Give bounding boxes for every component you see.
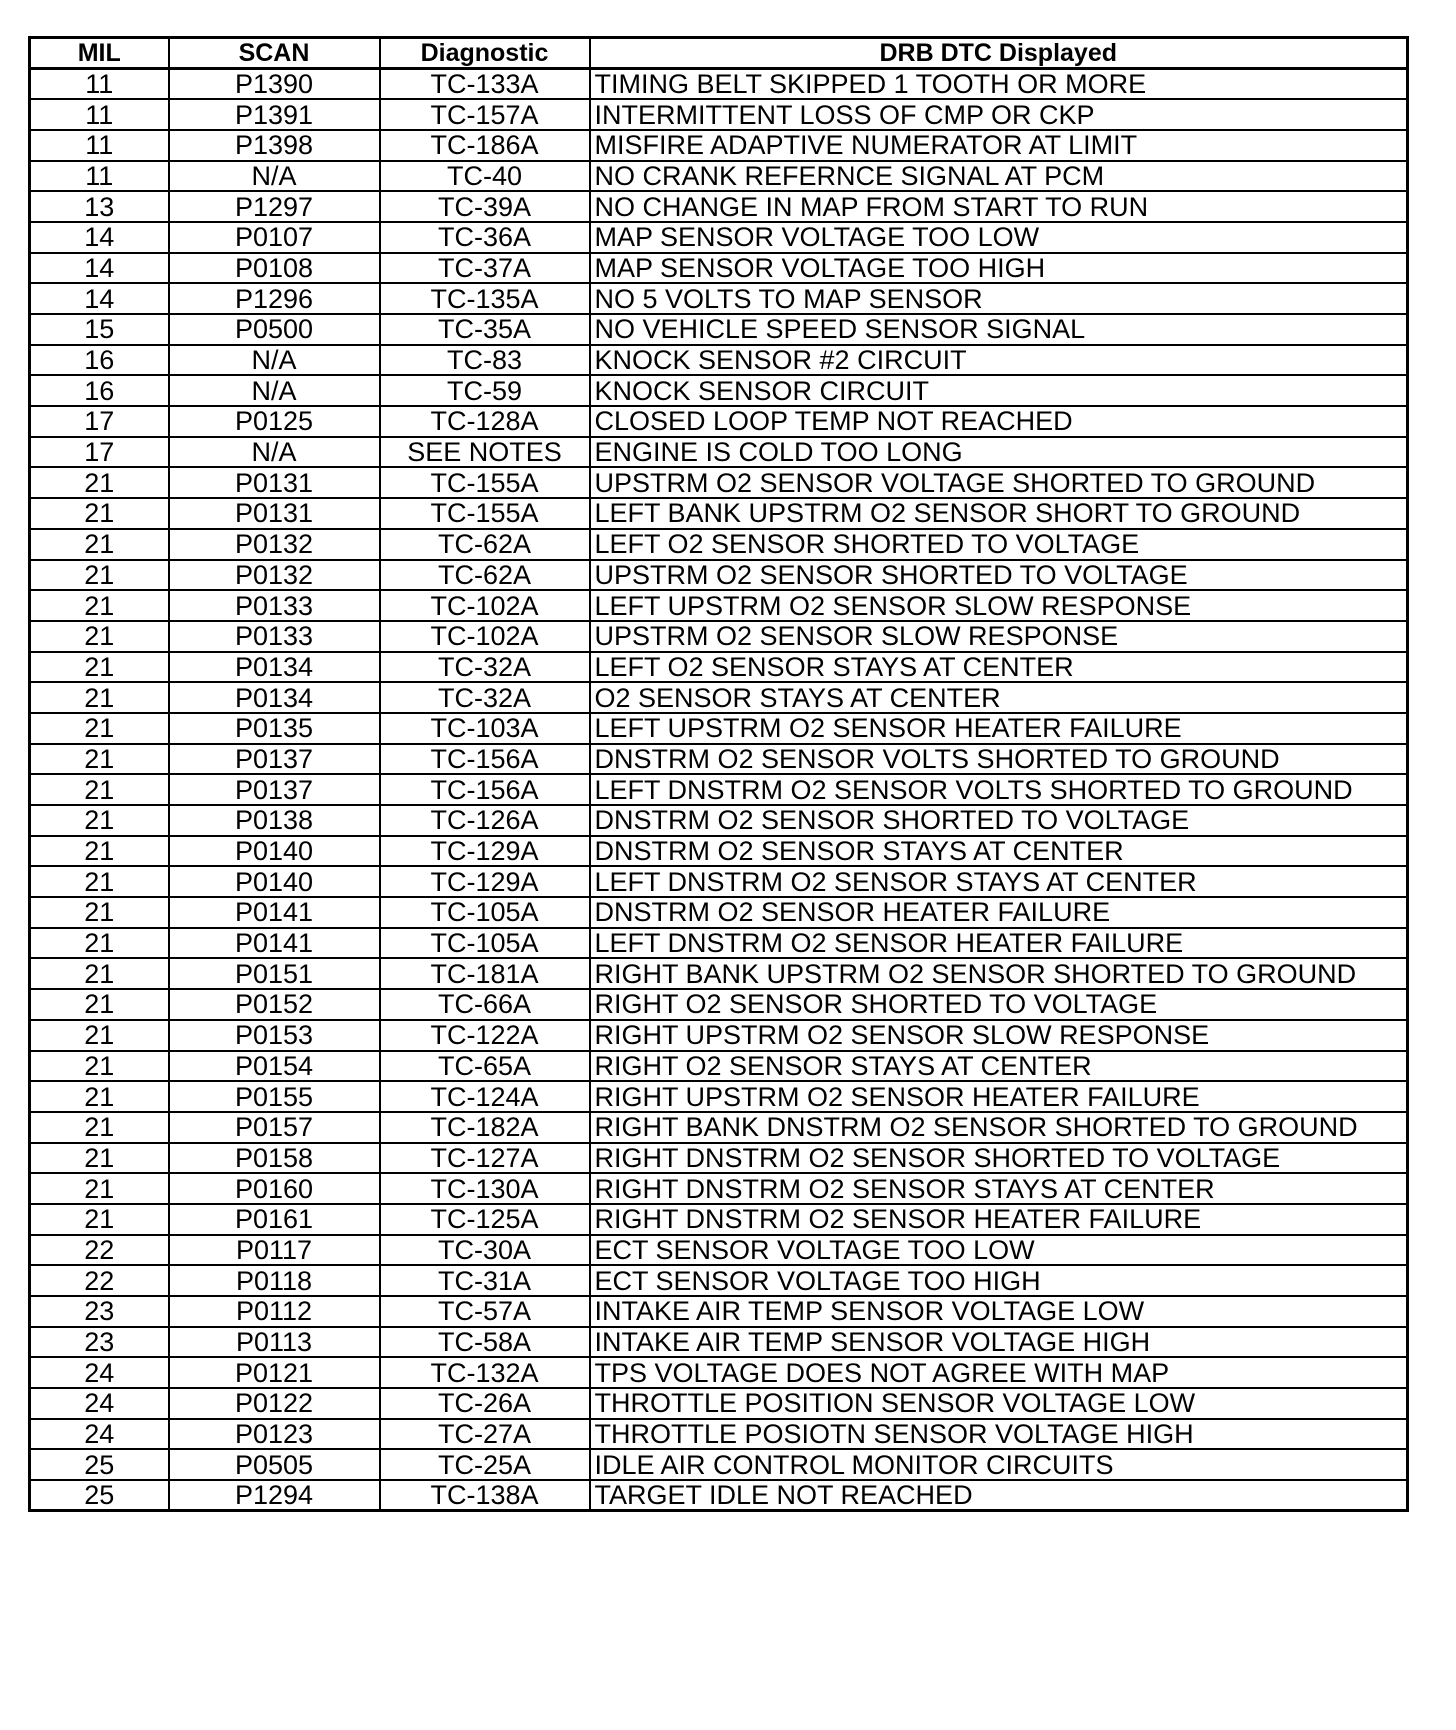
scan-cell: P1294 [169,1480,380,1511]
scan-cell: P0134 [169,652,380,683]
diagnostic-cell: TC-40 [380,161,590,192]
mil-cell: 16 [30,375,169,406]
mil-cell: 21 [30,866,169,897]
description-cell: UPSTRM O2 SENSOR SHORTED TO VOLTAGE [590,560,1408,591]
table-row [30,222,1408,253]
mil-cell: 21 [30,1020,169,1051]
diagnostic-cell: TC-27A [380,1419,590,1450]
description-cell: TPS VOLTAGE DOES NOT AGREE WITH MAP [590,1357,1408,1388]
mil-cell: 17 [30,437,169,468]
mil-cell: 21 [30,958,169,989]
description-cell: KNOCK SENSOR CIRCUIT [590,375,1408,406]
diagnostic-cell: TC-37A [380,253,590,284]
scan-cell: P0137 [169,744,380,775]
description-cell: LEFT UPSTRM O2 SENSOR SLOW RESPONSE [590,590,1408,621]
table-body [30,69,1408,1511]
mil-cell: 21 [30,713,169,744]
diagnostic-cell: TC-32A [380,652,590,683]
table-row [30,897,1408,928]
scan-cell: P0140 [169,866,380,897]
table-row [30,1112,1408,1143]
description-cell: LEFT O2 SENSOR STAYS AT CENTER [590,652,1408,683]
diagnostic-cell: TC-156A [380,744,590,775]
description-cell: RIGHT DNSTRM O2 SENSOR HEATER FAILURE [590,1204,1408,1235]
scan-cell: P0140 [169,836,380,867]
description-cell: ECT SENSOR VOLTAGE TOO HIGH [590,1265,1408,1296]
description-cell: THROTTLE POSITION SENSOR VOLTAGE LOW [590,1388,1408,1419]
table-row [30,1357,1408,1388]
diagnostic-cell: TC-132A [380,1357,590,1388]
table-header [30,38,1408,69]
table-row [30,958,1408,989]
table-row [30,191,1408,222]
scan-cell: P1391 [169,99,380,130]
scan-cell: P0154 [169,1051,380,1082]
diagnostic-cell: TC-102A [380,590,590,621]
diagnostic-cell: TC-127A [380,1143,590,1174]
mil-cell: 16 [30,345,169,376]
table-row [30,989,1408,1020]
description-cell: RIGHT UPSTRM O2 SENSOR SLOW RESPONSE [590,1020,1408,1051]
diagnostic-cell: TC-138A [380,1480,590,1511]
diagnostic-cell: TC-66A [380,989,590,1020]
diagnostic-cell: TC-181A [380,958,590,989]
mil-cell: 21 [30,621,169,652]
scan-cell: P0125 [169,406,380,437]
table-row [30,498,1408,529]
description-cell: LEFT DNSTRM O2 SENSOR HEATER FAILURE [590,928,1408,959]
table-row [30,1143,1408,1174]
diagnostic-cell: TC-83 [380,345,590,376]
mil-cell: 15 [30,314,169,345]
scan-cell: P0117 [169,1235,380,1266]
scan-cell: N/A [169,375,380,406]
diagnostic-cell: TC-129A [380,836,590,867]
diagnostic-cell: TC-62A [380,529,590,560]
header-mil: MIL [30,38,169,69]
scan-cell: P0161 [169,1204,380,1235]
table-row [30,1235,1408,1266]
scan-cell: P1390 [169,69,380,100]
scan-cell: P1398 [169,130,380,161]
scan-cell: P0160 [169,1173,380,1204]
description-cell: MAP SENSOR VOLTAGE TOO LOW [590,222,1408,253]
table-row [30,529,1408,560]
description-cell: KNOCK SENSOR #2 CIRCUIT [590,345,1408,376]
description-cell: NO 5 VOLTS TO MAP SENSOR [590,283,1408,314]
diagnostic-cell: TC-25A [380,1449,590,1480]
mil-cell: 24 [30,1388,169,1419]
mil-cell: 21 [30,467,169,498]
scan-cell: P0134 [169,682,380,713]
table-row [30,161,1408,192]
description-cell: DNSTRM O2 SENSOR HEATER FAILURE [590,897,1408,928]
description-cell: DNSTRM O2 SENSOR SHORTED TO VOLTAGE [590,805,1408,836]
diagnostic-cell: TC-30A [380,1235,590,1266]
header-drb-dtc-displayed: DRB DTC Displayed [590,38,1408,69]
scan-cell: P0500 [169,314,380,345]
mil-cell: 23 [30,1327,169,1358]
diagnostic-cell: TC-122A [380,1020,590,1051]
mil-cell: 14 [30,253,169,284]
description-cell: CLOSED LOOP TEMP NOT REACHED [590,406,1408,437]
diagnostic-cell: TC-36A [380,222,590,253]
description-cell: TIMING BELT SKIPPED 1 TOOTH OR MORE [590,69,1408,100]
mil-cell: 11 [30,130,169,161]
scan-cell: P0131 [169,498,380,529]
table-row [30,467,1408,498]
scan-cell: P0108 [169,253,380,284]
scan-cell: P0137 [169,774,380,805]
description-cell: TARGET IDLE NOT REACHED [590,1480,1408,1511]
header-scan: SCAN [169,38,380,69]
scan-cell: P0131 [169,467,380,498]
description-cell: NO VEHICLE SPEED SENSOR SIGNAL [590,314,1408,345]
mil-cell: 23 [30,1296,169,1327]
diagnostic-cell: TC-125A [380,1204,590,1235]
scan-cell: P0132 [169,560,380,591]
header-row [30,38,1408,69]
mil-cell: 21 [30,1204,169,1235]
scan-cell: P0152 [169,989,380,1020]
diagnostic-cell: TC-130A [380,1173,590,1204]
table-row [30,744,1408,775]
mil-cell: 11 [30,161,169,192]
diagnostic-cell: TC-156A [380,774,590,805]
diagnostic-cell: TC-133A [380,69,590,100]
diagnostic-cell: TC-102A [380,621,590,652]
table-row [30,345,1408,376]
diagnostic-cell: TC-186A [380,130,590,161]
table-row [30,375,1408,406]
table-row [30,253,1408,284]
mil-cell: 22 [30,1235,169,1266]
diagnostic-cell: TC-126A [380,805,590,836]
table-row [30,1296,1408,1327]
table-row [30,1173,1408,1204]
table-row [30,713,1408,744]
mil-cell: 24 [30,1357,169,1388]
scan-cell: P0132 [169,529,380,560]
mil-cell: 11 [30,69,169,100]
description-cell: INTAKE AIR TEMP SENSOR VOLTAGE LOW [590,1296,1408,1327]
diagnostic-cell: TC-39A [380,191,590,222]
diagnostic-cell: TC-182A [380,1112,590,1143]
header-diagnostic: Diagnostic [380,38,590,69]
description-cell: DNSTRM O2 SENSOR VOLTS SHORTED TO GROUND [590,744,1408,775]
description-cell: IDLE AIR CONTROL MONITOR CIRCUITS [590,1449,1408,1480]
scan-cell: P0138 [169,805,380,836]
table-row [30,928,1408,959]
scan-cell: P0118 [169,1265,380,1296]
scan-cell: P0141 [169,928,380,959]
mil-cell: 21 [30,897,169,928]
table-row [30,652,1408,683]
table-row [30,1419,1408,1450]
description-cell: NO CHANGE IN MAP FROM START TO RUN [590,191,1408,222]
scan-cell: P0112 [169,1296,380,1327]
scan-cell: P0133 [169,621,380,652]
description-cell: RIGHT O2 SENSOR SHORTED TO VOLTAGE [590,989,1408,1020]
description-cell: LEFT O2 SENSOR SHORTED TO VOLTAGE [590,529,1408,560]
mil-cell: 21 [30,529,169,560]
scan-cell: P1296 [169,283,380,314]
mil-cell: 21 [30,498,169,529]
description-cell: THROTTLE POSIOTN SENSOR VOLTAGE HIGH [590,1419,1408,1450]
table-row [30,283,1408,314]
scan-cell: P0153 [169,1020,380,1051]
table-row [30,866,1408,897]
table-row [30,836,1408,867]
mil-cell: 21 [30,1051,169,1082]
table-row [30,314,1408,345]
table-row [30,1449,1408,1480]
table-row [30,682,1408,713]
description-cell: DNSTRM O2 SENSOR STAYS AT CENTER [590,836,1408,867]
description-cell: RIGHT O2 SENSOR STAYS AT CENTER [590,1051,1408,1082]
mil-cell: 21 [30,682,169,713]
mil-cell: 21 [30,989,169,1020]
scan-cell: N/A [169,437,380,468]
description-cell: RIGHT UPSTRM O2 SENSOR HEATER FAILURE [590,1081,1408,1112]
mil-cell: 21 [30,774,169,805]
diagnostic-cell: TC-124A [380,1081,590,1112]
description-cell: LEFT UPSTRM O2 SENSOR HEATER FAILURE [590,713,1408,744]
table-row [30,1265,1408,1296]
diagnostic-cell: SEE NOTES [380,437,590,468]
diagnostic-cell: TC-57A [380,1296,590,1327]
diagnostic-cell: TC-105A [380,897,590,928]
dtc-table [28,36,1409,1512]
mil-cell: 14 [30,283,169,314]
table-row [30,99,1408,130]
description-cell: LEFT DNSTRM O2 SENSOR VOLTS SHORTED TO GROUND [590,774,1408,805]
diagnostic-cell: TC-26A [380,1388,590,1419]
mil-cell: 21 [30,1143,169,1174]
table-row [30,69,1408,100]
description-cell: RIGHT DNSTRM O2 SENSOR SHORTED TO VOLTAGE [590,1143,1408,1174]
scan-cell: P0141 [169,897,380,928]
diagnostic-cell: TC-155A [380,498,590,529]
mil-cell: 21 [30,805,169,836]
table-row [30,437,1408,468]
mil-cell: 25 [30,1449,169,1480]
diagnostic-cell: TC-62A [380,560,590,591]
table-row [30,1081,1408,1112]
description-cell: ENGINE IS COLD TOO LONG [590,437,1408,468]
mil-cell: 21 [30,590,169,621]
diagnostic-cell: TC-128A [380,406,590,437]
scan-cell: P0133 [169,590,380,621]
table-row [30,560,1408,591]
scan-cell: P0113 [169,1327,380,1358]
mil-cell: 14 [30,222,169,253]
table-row [30,774,1408,805]
description-cell: MISFIRE ADAPTIVE NUMERATOR AT LIMIT [590,130,1408,161]
mil-cell: 21 [30,836,169,867]
diagnostic-cell: TC-103A [380,713,590,744]
scan-cell: P0157 [169,1112,380,1143]
table-row [30,1051,1408,1082]
scan-cell: P0158 [169,1143,380,1174]
description-cell: MAP SENSOR VOLTAGE TOO HIGH [590,253,1408,284]
scan-cell: P0155 [169,1081,380,1112]
table-row [30,1327,1408,1358]
mil-cell: 21 [30,928,169,959]
description-cell: RIGHT DNSTRM O2 SENSOR STAYS AT CENTER [590,1173,1408,1204]
scan-cell: N/A [169,161,380,192]
description-cell: LEFT DNSTRM O2 SENSOR STAYS AT CENTER [590,866,1408,897]
description-cell: RIGHT BANK DNSTRM O2 SENSOR SHORTED TO GROUND [590,1112,1408,1143]
scan-cell: P1297 [169,191,380,222]
scan-cell: P0505 [169,1449,380,1480]
mil-cell: 24 [30,1419,169,1450]
diagnostic-cell: TC-58A [380,1327,590,1358]
table-row [30,590,1408,621]
mil-cell: 21 [30,652,169,683]
diagnostic-cell: TC-129A [380,866,590,897]
mil-cell: 21 [30,1081,169,1112]
diagnostic-cell: TC-105A [380,928,590,959]
mil-cell: 21 [30,744,169,775]
scan-cell: P0107 [169,222,380,253]
table-row [30,621,1408,652]
table-row [30,1388,1408,1419]
scan-cell: P0135 [169,713,380,744]
description-cell: LEFT BANK UPSTRM O2 SENSOR SHORT TO GROUND [590,498,1408,529]
table-row [30,805,1408,836]
mil-cell: 21 [30,560,169,591]
table-row [30,1020,1408,1051]
diagnostic-cell: TC-157A [380,99,590,130]
diagnostic-cell: TC-32A [380,682,590,713]
table-row [30,130,1408,161]
mil-cell: 11 [30,99,169,130]
table-row [30,1204,1408,1235]
table-row [30,406,1408,437]
scan-cell: P0123 [169,1419,380,1450]
diagnostic-cell: TC-135A [380,283,590,314]
scan-cell: P0122 [169,1388,380,1419]
mil-cell: 17 [30,406,169,437]
mil-cell: 25 [30,1480,169,1511]
mil-cell: 22 [30,1265,169,1296]
table-row [30,1480,1408,1511]
diagnostic-cell: TC-155A [380,467,590,498]
description-cell: O2 SENSOR STAYS AT CENTER [590,682,1408,713]
mil-cell: 21 [30,1173,169,1204]
diagnostic-cell: TC-31A [380,1265,590,1296]
scan-cell: P0121 [169,1357,380,1388]
diagnostic-cell: TC-35A [380,314,590,345]
scan-cell: P0151 [169,958,380,989]
description-cell: RIGHT BANK UPSTRM O2 SENSOR SHORTED TO GROUND [590,958,1408,989]
description-cell: UPSTRM O2 SENSOR SLOW RESPONSE [590,621,1408,652]
description-cell: ECT SENSOR VOLTAGE TOO LOW [590,1235,1408,1266]
description-cell: NO CRANK REFERNCE SIGNAL AT PCM [590,161,1408,192]
diagnostic-cell: TC-65A [380,1051,590,1082]
description-cell: UPSTRM O2 SENSOR VOLTAGE SHORTED TO GROUND [590,467,1408,498]
diagnostic-cell: TC-59 [380,375,590,406]
description-cell: INTAKE AIR TEMP SENSOR VOLTAGE HIGH [590,1327,1408,1358]
scan-cell: N/A [169,345,380,376]
mil-cell: 13 [30,191,169,222]
description-cell: INTERMITTENT LOSS OF CMP OR CKP [590,99,1408,130]
mil-cell: 21 [30,1112,169,1143]
